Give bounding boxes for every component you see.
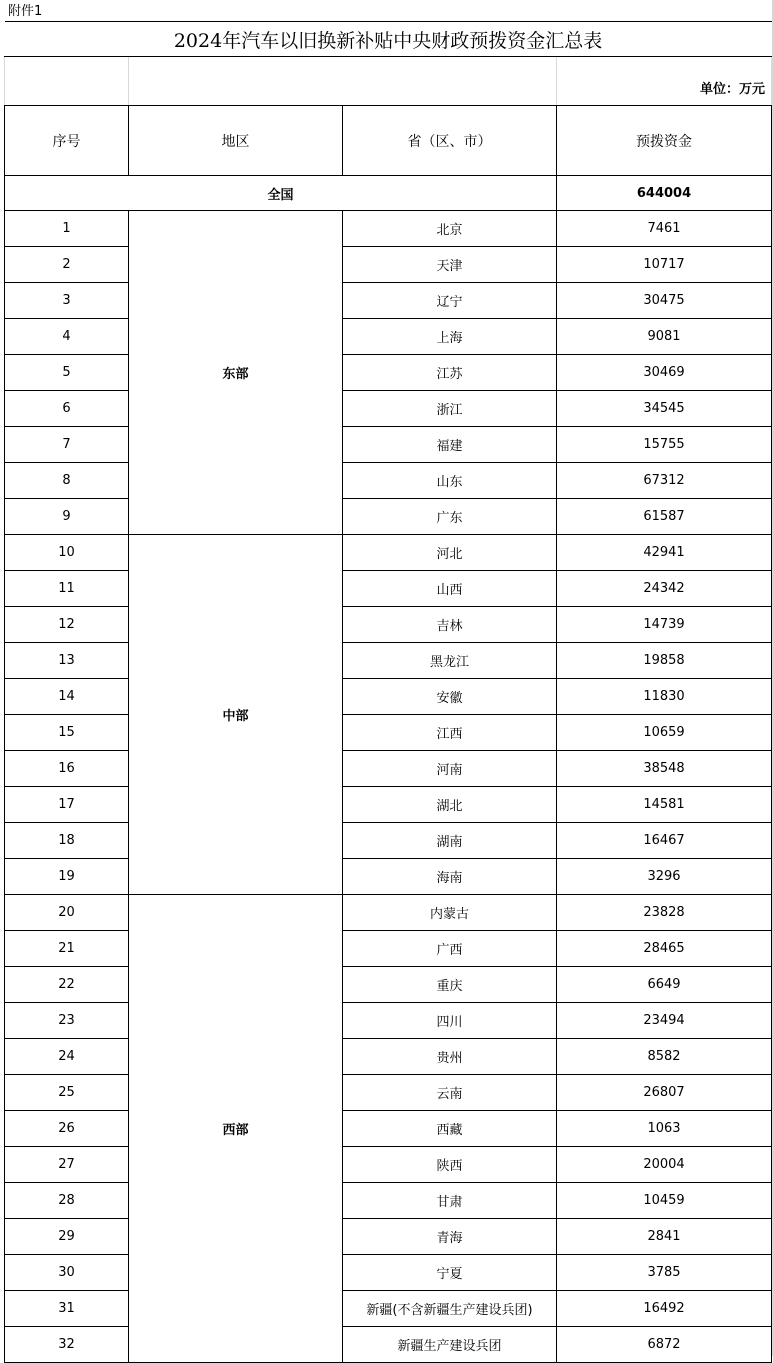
- table-row: [5, 1183, 772, 1219]
- table-row: [5, 571, 772, 607]
- header-funds[interactable]: 预拨资金: [557, 106, 772, 176]
- funds-cell[interactable]: 14581: [557, 787, 772, 823]
- table-row: [5, 427, 772, 463]
- region-east[interactable]: 东部: [129, 211, 343, 535]
- funds-summary-table: [4, 21, 772, 1363]
- province-cell[interactable]: 山西: [343, 571, 557, 607]
- province-cell[interactable]: 浙江: [343, 391, 557, 427]
- province-cell[interactable]: 新疆生产建设兵团: [343, 1327, 557, 1363]
- seq-cell[interactable]: 18: [5, 823, 129, 859]
- unit-label[interactable]: 单位：万元: [557, 57, 772, 106]
- province-cell[interactable]: 重庆: [343, 967, 557, 1003]
- region-central[interactable]: 中部: [129, 535, 343, 895]
- seq-cell[interactable]: 28: [5, 1183, 129, 1219]
- seq-cell[interactable]: 32: [5, 1327, 129, 1363]
- seq-cell[interactable]: 10: [5, 535, 129, 571]
- funds-cell[interactable]: 16492: [557, 1291, 772, 1327]
- header-region[interactable]: 地区: [129, 106, 343, 176]
- province-cell[interactable]: 黑龙江: [343, 643, 557, 679]
- table-row: [5, 967, 772, 1003]
- empty-cell[interactable]: [129, 57, 557, 106]
- funds-cell[interactable]: 2841: [557, 1219, 772, 1255]
- funds-cell[interactable]: 30469: [557, 355, 772, 391]
- funds-cell[interactable]: 42941: [557, 535, 772, 571]
- province-cell[interactable]: 贵州: [343, 1039, 557, 1075]
- province-cell[interactable]: 西藏: [343, 1111, 557, 1147]
- total-label[interactable]: 全国: [5, 176, 557, 211]
- funds-cell[interactable]: 23494: [557, 1003, 772, 1039]
- seq-cell[interactable]: 27: [5, 1147, 129, 1183]
- seq-cell[interactable]: 7: [5, 427, 129, 463]
- table-row: [5, 1219, 772, 1255]
- seq-cell[interactable]: 6: [5, 391, 129, 427]
- empty-cell[interactable]: [5, 57, 129, 106]
- province-cell[interactable]: 新疆(不含新疆生产建设兵团): [343, 1291, 557, 1327]
- seq-cell[interactable]: 25: [5, 1075, 129, 1111]
- funds-cell[interactable]: 24342: [557, 571, 772, 607]
- unit-row: [5, 57, 772, 106]
- province-cell[interactable]: 四川: [343, 1003, 557, 1039]
- table-row: [5, 1327, 772, 1363]
- seq-cell[interactable]: 17: [5, 787, 129, 823]
- table-row: [5, 751, 772, 787]
- table-row: [5, 643, 772, 679]
- province-cell[interactable]: 天津: [343, 247, 557, 283]
- seq-cell[interactable]: 21: [5, 931, 129, 967]
- table-row: [5, 715, 772, 751]
- table-row: [5, 319, 772, 355]
- table-row: [5, 895, 772, 931]
- funds-cell[interactable]: 61587: [557, 499, 772, 535]
- funds-cell[interactable]: 3785: [557, 1255, 772, 1291]
- seq-cell[interactable]: 13: [5, 643, 129, 679]
- seq-cell[interactable]: 11: [5, 571, 129, 607]
- funds-cell[interactable]: 67312: [557, 463, 772, 499]
- table-row: [5, 1291, 772, 1327]
- table-row: [5, 1147, 772, 1183]
- seq-cell[interactable]: 29: [5, 1219, 129, 1255]
- table-row: [5, 247, 772, 283]
- province-cell[interactable]: 江西: [343, 715, 557, 751]
- seq-cell[interactable]: 5: [5, 355, 129, 391]
- table-row: [5, 463, 772, 499]
- header-seq[interactable]: 序号: [5, 106, 129, 176]
- table-row: [5, 499, 772, 535]
- funds-cell[interactable]: 14739: [557, 607, 772, 643]
- attachment-label: 附件1: [8, 4, 43, 19]
- table-row: [5, 1075, 772, 1111]
- table-row: [5, 931, 772, 967]
- province-cell[interactable]: 北京: [343, 211, 557, 247]
- header-row: [5, 106, 772, 176]
- province-cell[interactable]: 河北: [343, 535, 557, 571]
- seq-cell[interactable]: 30: [5, 1255, 129, 1291]
- header-province[interactable]: 省（区、市）: [343, 106, 557, 176]
- funds-cell[interactable]: 11830: [557, 679, 772, 715]
- table-row: [5, 1039, 772, 1075]
- table-row: [5, 859, 772, 895]
- table-row: [5, 283, 772, 319]
- province-cell[interactable]: 吉林: [343, 607, 557, 643]
- funds-cell[interactable]: 20004: [557, 1147, 772, 1183]
- funds-cell[interactable]: 30475: [557, 283, 772, 319]
- province-cell[interactable]: 广东: [343, 499, 557, 535]
- funds-cell[interactable]: 1063: [557, 1111, 772, 1147]
- region-west[interactable]: 西部: [129, 895, 343, 1363]
- province-cell[interactable]: 山东: [343, 463, 557, 499]
- funds-cell[interactable]: 8582: [557, 1039, 772, 1075]
- table-row: [5, 1111, 772, 1147]
- table-row: [5, 607, 772, 643]
- table-title[interactable]: 2024年汽车以旧换新补贴中央财政预拨资金汇总表: [5, 22, 772, 57]
- province-cell[interactable]: 安徽: [343, 679, 557, 715]
- province-cell[interactable]: 云南: [343, 1075, 557, 1111]
- funds-cell[interactable]: 28465: [557, 931, 772, 967]
- province-cell[interactable]: 辽宁: [343, 283, 557, 319]
- seq-cell[interactable]: 19: [5, 859, 129, 895]
- funds-cell[interactable]: 6649: [557, 967, 772, 1003]
- province-cell[interactable]: 河南: [343, 751, 557, 787]
- province-cell[interactable]: 内蒙古: [343, 895, 557, 931]
- funds-cell[interactable]: 16467: [557, 823, 772, 859]
- seq-cell[interactable]: 2: [5, 247, 129, 283]
- funds-cell[interactable]: 9081: [557, 319, 772, 355]
- funds-cell[interactable]: 10459: [557, 1183, 772, 1219]
- funds-cell[interactable]: 23828: [557, 895, 772, 931]
- seq-cell[interactable]: 22: [5, 967, 129, 1003]
- table-row: [5, 679, 772, 715]
- table-row: [5, 787, 772, 823]
- seq-cell[interactable]: 23: [5, 1003, 129, 1039]
- table-row: [5, 823, 772, 859]
- province-cell[interactable]: 陕西: [343, 1147, 557, 1183]
- seq-cell[interactable]: 1: [5, 211, 129, 247]
- province-cell[interactable]: 宁夏: [343, 1255, 557, 1291]
- funds-cell[interactable]: 19858: [557, 643, 772, 679]
- seq-cell[interactable]: 8: [5, 463, 129, 499]
- province-cell[interactable]: 甘肃: [343, 1183, 557, 1219]
- province-cell[interactable]: 青海: [343, 1219, 557, 1255]
- table-row: [5, 355, 772, 391]
- province-cell[interactable]: 湖北: [343, 787, 557, 823]
- province-cell[interactable]: 海南: [343, 859, 557, 895]
- funds-cell[interactable]: 10717: [557, 247, 772, 283]
- funds-cell[interactable]: 6872: [557, 1327, 772, 1363]
- province-cell[interactable]: 广西: [343, 931, 557, 967]
- table-row: [5, 391, 772, 427]
- province-cell[interactable]: 江苏: [343, 355, 557, 391]
- seq-cell[interactable]: 3: [5, 283, 129, 319]
- title-row: [5, 22, 772, 57]
- funds-cell[interactable]: 34545: [557, 391, 772, 427]
- table-row: [5, 535, 772, 571]
- seq-cell[interactable]: 16: [5, 751, 129, 787]
- funds-cell[interactable]: 7461: [557, 211, 772, 247]
- table-row: [5, 1255, 772, 1291]
- seq-cell[interactable]: 12: [5, 607, 129, 643]
- seq-cell[interactable]: 9: [5, 499, 129, 535]
- province-cell[interactable]: 湖南: [343, 823, 557, 859]
- funds-cell[interactable]: 38548: [557, 751, 772, 787]
- funds-cell[interactable]: 15755: [557, 427, 772, 463]
- seq-cell[interactable]: 24: [5, 1039, 129, 1075]
- province-cell[interactable]: 福建: [343, 427, 557, 463]
- seq-cell[interactable]: 15: [5, 715, 129, 751]
- funds-cell[interactable]: 3296: [557, 859, 772, 895]
- seq-cell[interactable]: 14: [5, 679, 129, 715]
- table-row: [5, 1003, 772, 1039]
- total-row: [5, 176, 772, 211]
- funds-cell[interactable]: 10659: [557, 715, 772, 751]
- seq-cell[interactable]: 26: [5, 1111, 129, 1147]
- total-value[interactable]: 644004: [557, 176, 772, 211]
- seq-cell[interactable]: 20: [5, 895, 129, 931]
- seq-cell[interactable]: 4: [5, 319, 129, 355]
- province-cell[interactable]: 上海: [343, 319, 557, 355]
- table-row: [5, 211, 772, 247]
- seq-cell[interactable]: 31: [5, 1291, 129, 1327]
- funds-cell[interactable]: 26807: [557, 1075, 772, 1111]
